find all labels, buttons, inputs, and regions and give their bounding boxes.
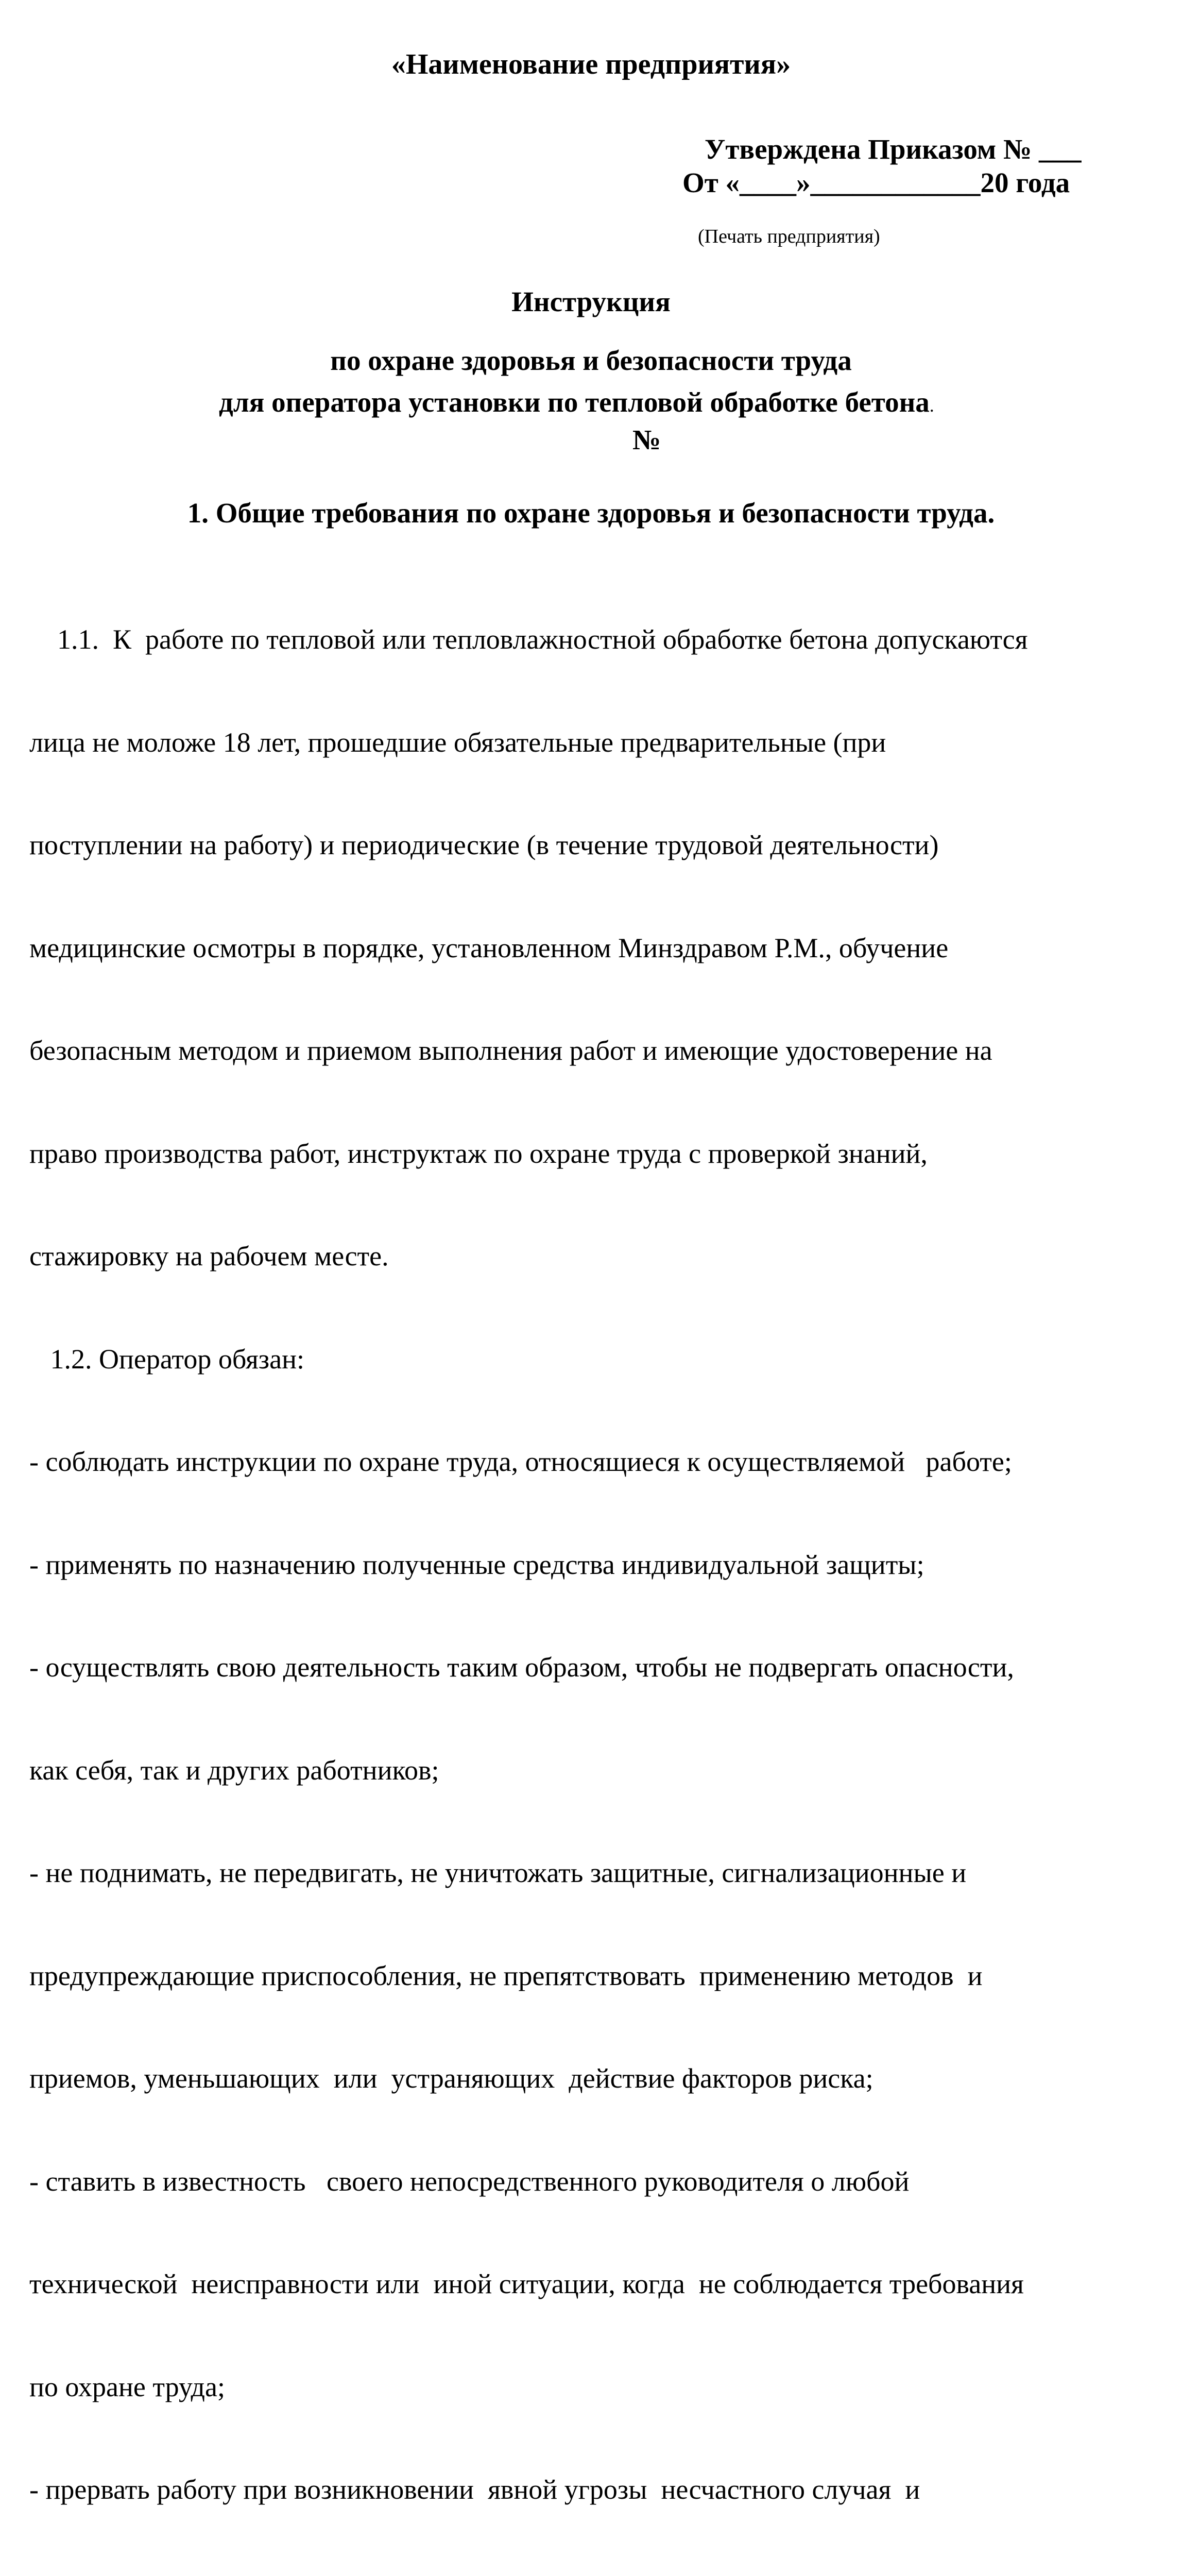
body-line: технической неисправности или иной ситуации, когда не соблюдается требования bbox=[29, 2267, 1162, 2301]
body-line: - прервать работу при возникновении явной угрозы несчастного случая и bbox=[29, 2472, 1162, 2507]
document-subtitle-line-2 bbox=[219, 388, 934, 416]
body-line: - применять по назначению полученные средства индивидуальной защиты; bbox=[29, 1548, 1162, 1582]
approval-order-line: Утверждена Приказом № ___ bbox=[705, 135, 1082, 163]
body-line bbox=[29, 2575, 1162, 2576]
body-line: по охране труда; bbox=[29, 2370, 1162, 2404]
body-line: - соблюдать инструкции по охране труда, относящиеся к осуществляемой работе; bbox=[29, 1445, 1162, 1479]
body-line: - не поднимать, не передвигать, не уничтожать защитные, сигнализационные и bbox=[29, 1856, 1162, 1890]
section-1-body bbox=[29, 554, 1162, 2576]
body-line: медицинские осмотры в порядке, установленном Минздравом Р.М., обучение bbox=[29, 931, 1162, 965]
body-line: безопасным методом и приемом выполнения работ и имеющие удостоверение на bbox=[29, 1033, 1162, 1068]
body-line: 1.2. Оператор обязан: bbox=[29, 1342, 1162, 1377]
document-subtitle-line-1: по охране здоровья и безопасности труда bbox=[0, 346, 1182, 375]
body-line: приемов, уменьшающих или устраняющих действие факторов риска; bbox=[29, 2061, 1162, 2096]
subtitle-text: для оператора установки по тепловой обработке бетона bbox=[219, 386, 930, 418]
body-line: стажировку на рабочем месте. bbox=[29, 1239, 1162, 1274]
organization-name: «Наименование предприятия» bbox=[0, 50, 1182, 79]
body-line: право производства работ, инструктаж по охране труда с проверкой знаний, bbox=[29, 1137, 1162, 1171]
body-line: 1.1. К работе по тепловой или тепловлажностной обработке бетона допускаются bbox=[29, 622, 1162, 657]
body-line: поступлении на работу) и периодические (в течение трудовой деятельности) bbox=[29, 828, 1162, 862]
section-1-heading: 1. Общие требования по охране здоровья и безопасности труда. bbox=[0, 499, 1182, 527]
body-line: как себя, так и других работников; bbox=[29, 1753, 1162, 1788]
approval-date-line: От «____»____________20 года bbox=[682, 168, 1070, 197]
body-line: предупреждающие приспособления, не препятствовать применению методов и bbox=[29, 1959, 1162, 1993]
body-line: лица не моложе 18 лет, прошедшие обязательные предварительные (при bbox=[29, 725, 1162, 760]
subtitle-period: . bbox=[930, 395, 934, 416]
company-stamp-label: (Печать предприятия) bbox=[698, 227, 880, 246]
document-title: Инструкция bbox=[0, 287, 1182, 316]
document-number: № bbox=[632, 426, 661, 454]
body-line: - ставить в известность своего непосредственного руководителя о любой bbox=[29, 2164, 1162, 2199]
body-line: - осуществлять свою деятельность таким образом, чтобы не подвергать опасности, bbox=[29, 1650, 1162, 1685]
